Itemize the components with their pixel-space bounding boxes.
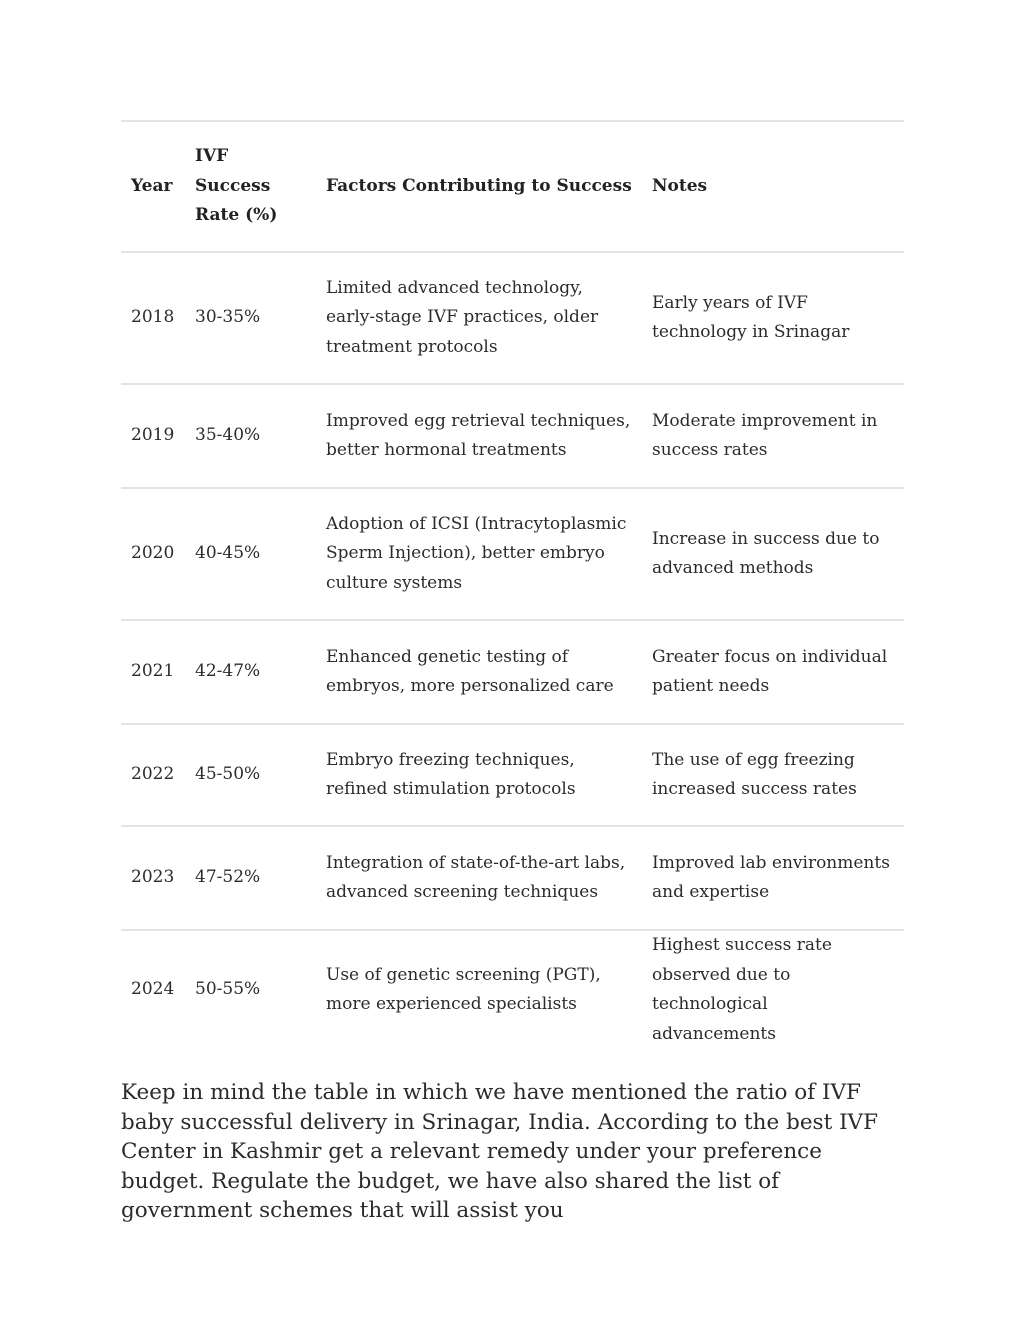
cell-success-rate: 47-52% — [185, 826, 316, 930]
cell-year: 2021 — [121, 620, 185, 724]
cell-success-rate: 30-35% — [185, 252, 316, 384]
cell-year: 2023 — [121, 826, 185, 930]
cell-factors: Adoption of ICSI (Intracytoplasmic Sperm Injection), better embryo culture systems — [316, 488, 642, 620]
cell-factors: Improved egg retrieval techniques, better hormonal treatments — [316, 384, 642, 488]
document-body — [121, 120, 904, 1247]
cell-notes: Highest success rate observed due to technological advancements — [652, 935, 832, 1044]
table-row — [121, 252, 904, 384]
table-row — [121, 620, 904, 724]
header-year: Year — [121, 121, 185, 252]
cell-factors: Limited advanced technology, early-stage IVF practices, older treatment protocols — [316, 252, 642, 384]
cell-year: 2019 — [121, 384, 185, 488]
table-row — [121, 384, 904, 488]
cell-year: 2018 — [121, 252, 185, 384]
header-success-rate: IVF Success Rate (%) — [185, 121, 316, 252]
cell-factors: Enhanced genetic testing of embryos, more personalized care — [316, 620, 642, 724]
table-row — [121, 930, 904, 1049]
cell-factors: Integration of state-of-the-art labs, advanced screening techniques — [316, 826, 642, 930]
cell-success-rate: 40-45% — [185, 488, 316, 620]
header-factors: Factors Contributing to Success — [316, 121, 642, 252]
cell-factors: Embryo freezing techniques, refined stimulation protocols — [316, 724, 642, 826]
table-row — [121, 724, 904, 826]
cell-notes: Greater focus on individual patient needs — [642, 620, 904, 724]
cell-factors: Use of genetic screening (PGT), more experienced specialists — [326, 964, 601, 1014]
cell-notes: The use of egg freezing increased success rates — [642, 724, 904, 826]
ivf-success-table — [121, 120, 904, 1049]
cell-success-rate: 35-40% — [185, 384, 316, 488]
cell-success-rate: 45-50% — [185, 724, 316, 826]
table-row — [121, 826, 904, 930]
cell-year: 2022 — [121, 724, 185, 826]
body-paragraph: Keep in mind the table in which we have mentioned the ratio of IVF baby successful delivery in Srinagar, India. According to the best IVF Center in Kashmir get a relevant remedy under your preference budget. Regulate the budget, we have also shared the list of government schemes that will assist you — [121, 1080, 879, 1223]
cell-success-rate: 50-55% — [195, 979, 261, 1000]
cell-notes: Early years of IVF technology in Srinagar — [642, 252, 904, 384]
table-header-row — [121, 121, 904, 252]
cell-notes: Improved lab environments and expertise — [642, 826, 904, 930]
header-notes: Notes — [642, 121, 904, 252]
cell-notes: Moderate improvement in success rates — [642, 384, 904, 488]
cell-year: 2020 — [121, 488, 185, 620]
cell-notes: Increase in success due to advanced methods — [642, 488, 904, 620]
cell-success-rate: 42-47% — [185, 620, 316, 724]
table-row — [121, 488, 904, 620]
cell-year: 2024 — [131, 979, 175, 1000]
